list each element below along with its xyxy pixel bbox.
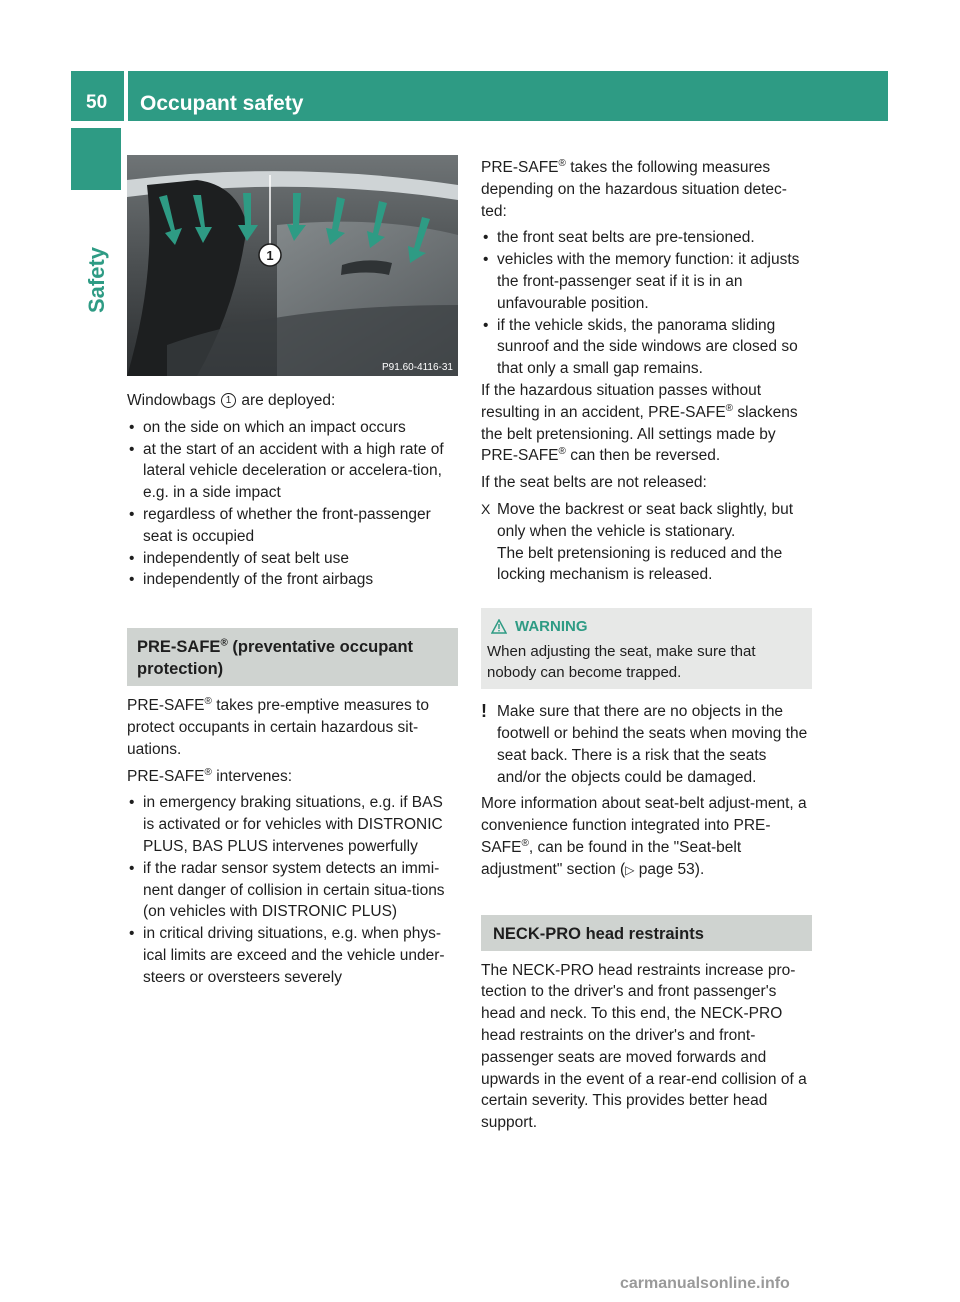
- side-tab-marker: [71, 128, 121, 190]
- warning-text: When adjusting the seat, make sure that nobody can become trapped.: [487, 643, 756, 682]
- windowbag-photo: [127, 155, 458, 376]
- instruction-arrow-icon: X: [481, 500, 491, 517]
- list-item: • in emergency braking situations, e.g. if BAS is activated or for vehicles with DISTRONIC PLUS, BAS PLUS intervenes powerfully: [127, 792, 458, 857]
- warning-triangle-icon: [491, 619, 507, 634]
- side-tab-label: Safety: [84, 246, 109, 314]
- presafe-paragraph: PRE-SAFE® takes pre-emptive measures to protect occupants in certain hazardous sit-uations.: [127, 696, 429, 758]
- neck-pro-paragraph: The NECK-PRO head restraints increase pro-tection to the driver's and front passenger's head and neck. To this end, the NECK-PRO head restraints on the driver's and front-passenger seats are moved forwards and upwards in the event of a rear-end collision of a certain severity. This provides better head support.: [481, 961, 807, 1132]
- note-exclamation-icon: !: [481, 701, 487, 722]
- list-item: • regardless of whether the front-passenger seat is occupied: [127, 504, 458, 548]
- page-ref-arrow-icon: ▷: [625, 862, 635, 877]
- measures-intro: PRE-SAFE® takes the following measures depending on the hazardous situation detec-ted:: [481, 157, 787, 220]
- note-block: ! Make sure that there are no objects in the footwell or behind the seats when moving the seat back. There is a risk that the seats and/or the objects could be damaged.: [481, 701, 808, 786]
- list-item: • on the side on which an impact occurs: [127, 417, 458, 439]
- instruction-step: X Move the backrest or seat back slightly, but only when the vehicle is stationary. The belt pretensioning is reduced and the locking mechanism is released.: [481, 499, 812, 586]
- right-column: [481, 157, 812, 1134]
- figure-code: P91.60-4116-31: [382, 362, 453, 373]
- figure-callout-1: 1: [266, 248, 274, 263]
- callout-ref-1: 1: [221, 393, 236, 408]
- page-number: 50: [86, 92, 108, 113]
- more-info-paragraph: More information about seat-belt adjust-ment, a convenience function integrated into PRE-SAFE®, can be found in the "Seat-belt adjustment" section (▷ page 53).: [481, 795, 807, 878]
- list-item: • independently of the front airbags: [127, 569, 458, 591]
- warning-title: WARNING: [515, 618, 588, 636]
- list-item: • at the start of an accident with a high rate of lateral vehicle deceleration or accelera-tion, e.g. in a side impact: [127, 439, 458, 504]
- list-item: • if the radar sensor system detects an immi-nent danger of collision in certain situa-tions (on vehicles with DISTRONIC PLUS): [127, 858, 458, 923]
- neck-pro-section-heading: NECK-PRO head restraints: [481, 915, 812, 951]
- presafe-intervenes: PRE-SAFE® intervenes:: [127, 766, 293, 785]
- list-item: • independently of seat belt use: [127, 548, 458, 570]
- warning-box: [481, 608, 812, 689]
- list-item: • vehicles with the memory function: it adjusts the front-passenger seat if it is in an unfavourable position.: [481, 249, 812, 314]
- situation-passes-paragraph: If the hazardous situation passes without resulting in an accident, PRE-SAFE® slackens the belt pretensioning. All settings made by PRE-SAFE® can then be reversed.: [481, 381, 798, 465]
- page-reference-link[interactable]: page 53).: [634, 860, 705, 878]
- header-divider: [124, 71, 128, 121]
- list-item: • in critical driving situations, e.g. when phys-ical limits are exceed and the vehicle under-steers or oversteers severely: [127, 923, 458, 988]
- list-item: • if the vehicle skids, the panorama sliding sunroof and the side windows are closed so that only a small gap remains.: [481, 315, 812, 380]
- list-item: • the front seat belts are pre-tensioned.: [481, 227, 812, 249]
- left-column: [127, 390, 458, 989]
- presafe-section-heading: PRE-SAFE® (preventative occupant protection): [127, 628, 458, 686]
- windowbags-intro: Windowbags 1 are deployed:: [127, 392, 336, 409]
- watermark: carmanualsonline.info: [620, 1275, 790, 1292]
- instruction-result: The belt pretensioning is reduced and the locking mechanism is released.: [497, 544, 783, 584]
- not-released-paragraph: If the seat belts are not released:: [481, 474, 707, 492]
- page-title: Occupant safety: [140, 92, 304, 115]
